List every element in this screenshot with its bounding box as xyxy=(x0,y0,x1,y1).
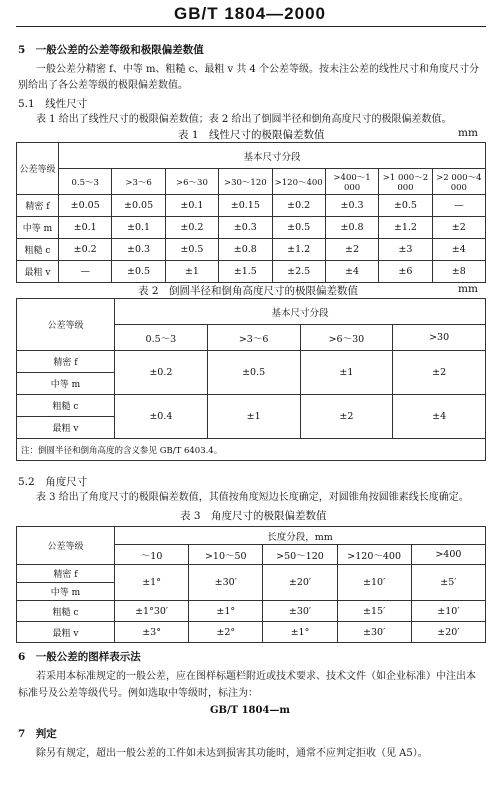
table-2-unit: mm xyxy=(458,283,478,295)
table-1-row-grade: 最粗 v xyxy=(17,261,59,283)
table-3-cell: ±5′ xyxy=(411,565,485,601)
table-3-cell: ±30′ xyxy=(189,565,263,601)
table-2-row-grade: 中等 m xyxy=(17,373,115,395)
table-3-cell: ±1°30′ xyxy=(115,601,189,622)
table-2-row-grade: 精密 f xyxy=(17,351,115,373)
table-3-cell: ±10′ xyxy=(411,601,485,622)
table-2-group-header: 基本尺寸分段 xyxy=(115,299,486,325)
table-1 xyxy=(16,142,486,283)
table-1-cell: ±0.5 xyxy=(379,195,432,217)
table-3-cell: ±3° xyxy=(115,622,189,643)
table-1-column-header: >30～120 xyxy=(219,169,272,195)
table-1-group-header: 基本尺寸分段 xyxy=(59,143,486,169)
header-rule xyxy=(16,26,486,27)
table-1-cell: ±2 xyxy=(432,217,485,239)
section-5-2-heading: 5.2 角度尺寸 xyxy=(18,476,88,488)
table-1-cell: — xyxy=(432,195,485,217)
table-2-column-header: >3～6 xyxy=(207,325,300,351)
table-2-column-header: 0.5～3 xyxy=(115,325,208,351)
table-1-cell: ±0.8 xyxy=(325,217,378,239)
section-6-line1: 若采用本标准规定的一般公差，应在图样标题栏附近或技术要求、技术文件（如企业标准）中注出本 xyxy=(36,671,476,682)
document-title: GB/T 1804—2000 xyxy=(174,4,326,23)
section-5-heading: 5 一般公差的公差等级和极限偏差数值 xyxy=(18,44,204,56)
table-1-row-grade: 中等 m xyxy=(17,217,59,239)
table-1-cell: ±0.2 xyxy=(165,217,218,239)
table-1-cell: ±2 xyxy=(325,239,378,261)
table-1-cell: ±0.5 xyxy=(112,261,165,283)
table-3 xyxy=(16,526,486,643)
table-2-row-grade: 粗糙 c xyxy=(17,395,115,417)
table-1-cell: ±1 xyxy=(165,261,218,283)
section-5-1-text: 表 1 给出了线性尺寸的极限偏差数值；表 2 给出了倒圆半径和倒角高度尺寸的极限偏差数值。 xyxy=(36,114,452,125)
table-1-cell: ±0.15 xyxy=(219,195,272,217)
table-3-cell: ±30′ xyxy=(337,622,411,643)
table-2-column-header: >6～30 xyxy=(300,325,393,351)
table-1-cell: ±0.3 xyxy=(112,239,165,261)
table-1-cell: ±0.1 xyxy=(59,217,112,239)
table-2 xyxy=(16,298,486,461)
table-1-cell: ±8 xyxy=(432,261,485,283)
table-3-cell: ±1° xyxy=(189,601,263,622)
table-1-cell: ±4 xyxy=(432,239,485,261)
table-2-cell: ±0.5 xyxy=(207,351,300,395)
table-1-cell: — xyxy=(59,261,112,283)
table-3-cell: ±1° xyxy=(115,565,189,601)
section-5-intro-line2: 别给出了各公差等级的极限偏差数值。 xyxy=(18,80,188,91)
table-3-grade-header: 公差等级 xyxy=(17,527,115,565)
section-7-heading: 7 判定 xyxy=(18,728,57,740)
table-1-column-header: >2 000～4 000 xyxy=(432,169,485,195)
table-1-cell: ±3 xyxy=(379,239,432,261)
section-5-2-text: 表 3 给出了角度尺寸的极限偏差数值，其值按角度短边长度确定，对圆锥角按圆锥素线长度确定。 xyxy=(36,492,469,503)
table-3-column-header: >50～120 xyxy=(263,545,337,565)
table-2-row-grade: 最粗 v xyxy=(17,417,115,439)
table-3-row-grade: 粗糙 c xyxy=(17,601,115,622)
table-1-cell: ±0.8 xyxy=(219,239,272,261)
table-1-column-header: >1 000～2 000 xyxy=(379,169,432,195)
table-3-column-header: ～10 xyxy=(115,545,189,565)
table-2-cell: ±0.2 xyxy=(115,351,208,395)
table-3-cell: ±20′ xyxy=(263,565,337,601)
table-1-cell: ±1.2 xyxy=(272,239,325,261)
marking-example: GB/T 1804—m xyxy=(210,705,290,716)
table-2-caption: 表 2 倒圆半径和倒角高度尺寸的极限偏差数值 xyxy=(138,285,359,297)
table-1-cell: ±0.3 xyxy=(219,217,272,239)
table-3-cell: ±30′ xyxy=(263,601,337,622)
table-1-column-header: 0.5～3 xyxy=(59,169,112,195)
table-3-cell: ±1° xyxy=(263,622,337,643)
table-2-cell: ±1 xyxy=(300,351,393,395)
table-1-caption: 表 1 线性尺寸的极限偏差数值 xyxy=(178,129,325,141)
table-2-note: 注：倒圆半径和倒角高度的含义参见 GB/T 6403.4。 xyxy=(17,439,486,461)
table-3-group-header: 长度分段，mm xyxy=(115,527,486,545)
table-1-cell: ±2.5 xyxy=(272,261,325,283)
table-1-cell: ±1.5 xyxy=(219,261,272,283)
table-1-cell: ±0.2 xyxy=(59,239,112,261)
table-3-column-header: >400 xyxy=(411,545,485,565)
table-2-grade-header: 公差等级 xyxy=(17,299,115,351)
table-1-cell: ±0.1 xyxy=(165,195,218,217)
table-2-cell: ±1 xyxy=(207,395,300,439)
table-1-column-header: >3～6 xyxy=(112,169,165,195)
table-2-cell: ±2 xyxy=(300,395,393,439)
table-1-cell: ±0.5 xyxy=(272,217,325,239)
section-7-text: 除另有规定，超出一般公差的工件如未达到损害其功能时，通常不应判定拒收（见 A5）。 xyxy=(36,748,428,759)
table-3-column-header: >10～50 xyxy=(189,545,263,565)
table-3-caption: 表 3 角度尺寸的极限偏差数值 xyxy=(180,510,327,522)
table-1-cell: ±0.5 xyxy=(165,239,218,261)
table-1-cell: ±0.1 xyxy=(112,217,165,239)
table-2-cell: ±4 xyxy=(393,395,486,439)
table-1-unit: mm xyxy=(458,127,478,139)
table-2-column-header: >30 xyxy=(393,325,486,351)
table-3-cell: ±10′ xyxy=(337,565,411,601)
table-1-cell: ±1.2 xyxy=(379,217,432,239)
table-1-column-header: >6～30 xyxy=(165,169,218,195)
table-2-cell: ±2 xyxy=(393,351,486,395)
table-1-cell: ±0.2 xyxy=(272,195,325,217)
table-3-column-header: >120～400 xyxy=(337,545,411,565)
table-3-row-grade: 中等 m xyxy=(17,583,115,601)
table-3-row-grade: 最粗 v xyxy=(17,622,115,643)
section-5-intro-line1: 一般公差分精密 f、中等 m、粗糙 c、最粗 v 共 4 个公差等级。按未注公差的线性尺寸和角度尺寸分 xyxy=(36,64,480,75)
table-1-row-grade: 精密 f xyxy=(17,195,59,217)
table-1-cell: ±6 xyxy=(379,261,432,283)
table-1-cell: ±0.3 xyxy=(325,195,378,217)
table-1-cell: ±0.05 xyxy=(112,195,165,217)
table-1-cell: ±0.05 xyxy=(59,195,112,217)
table-1-row-grade: 粗糙 c xyxy=(17,239,59,261)
table-1-column-header: >400～1 000 xyxy=(325,169,378,195)
table-1-grade-header: 公差等级 xyxy=(17,143,59,195)
table-2-cell: ±0.4 xyxy=(115,395,208,439)
table-1-column-header: >120～400 xyxy=(272,169,325,195)
table-3-cell: ±15′ xyxy=(337,601,411,622)
section-6-line2: 标准号及公差等级代号。例如选取中等级时，标注为： xyxy=(18,688,258,699)
table-1-cell: ±4 xyxy=(325,261,378,283)
section-6-heading: 6 一般公差的图样表示法 xyxy=(18,651,141,663)
table-3-cell: ±20′ xyxy=(411,622,485,643)
table-3-cell: ±2° xyxy=(189,622,263,643)
section-5-1-heading: 5.1 线性尺寸 xyxy=(18,98,88,110)
table-3-row-grade: 精密 f xyxy=(17,565,115,583)
